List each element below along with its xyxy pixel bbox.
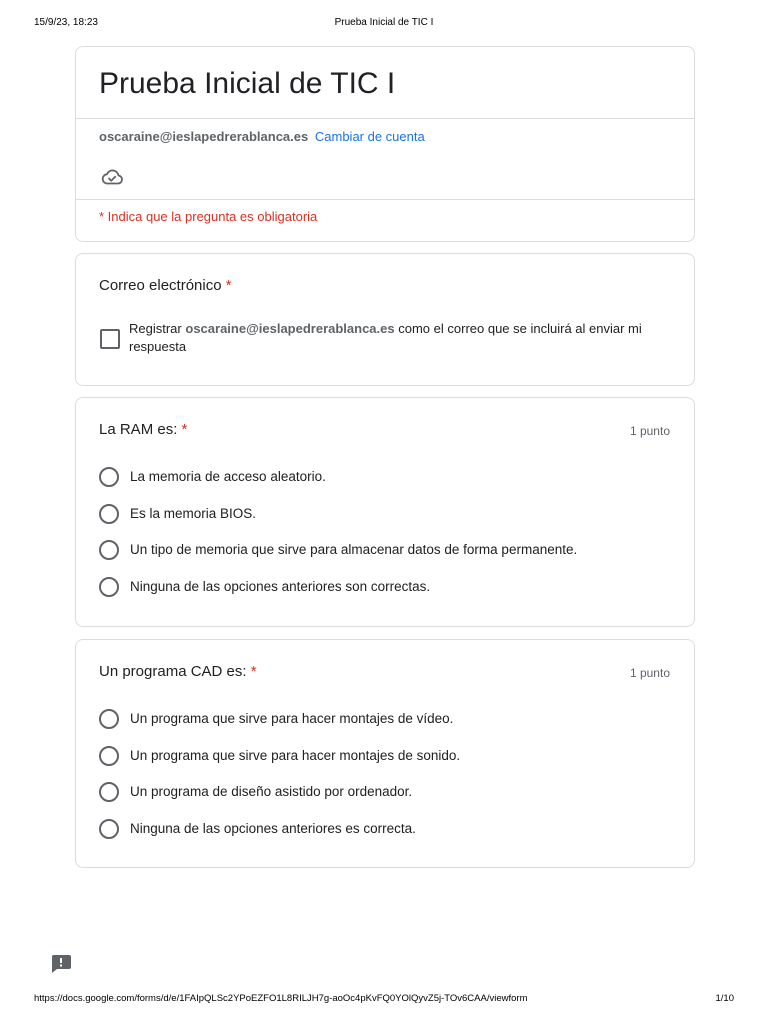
radio-option-label[interactable]: Ninguna de las opciones anteriores es correcta.: [130, 821, 416, 836]
form-header-card: [75, 46, 695, 242]
divider: [76, 118, 694, 119]
question-title-text: Correo electrónico: [99, 277, 222, 294]
question-points: 1 punto: [629, 424, 670, 438]
checkbox-email: oscaraine@ieslapedrerablanca.es: [185, 321, 395, 336]
print-page-number: 1/10: [715, 993, 734, 1004]
email-question-card: [75, 253, 695, 386]
question-title-text: Un programa CAD es:: [99, 663, 247, 680]
radio-button[interactable]: [99, 504, 119, 524]
feedback-icon[interactable]: [50, 954, 72, 974]
cloud-saved-icon: [100, 167, 124, 187]
required-asterisk: *: [225, 277, 232, 294]
required-asterisk: *: [250, 663, 257, 680]
checkbox-suffix: como el correo que se incluirá al enviar mi respuesta: [129, 321, 642, 354]
radio-option-label[interactable]: Un programa de diseño asistido por ordenador.: [130, 784, 413, 799]
print-header: [34, 17, 734, 31]
required-asterisk: *: [181, 421, 188, 438]
radio-option-label[interactable]: Es la memoria BIOS.: [130, 506, 257, 521]
radio-option-label[interactable]: Un tipo de memoria que sirve para almacenar datos de forma permanente.: [130, 542, 578, 557]
print-footer: [34, 993, 734, 1007]
radio-option-label[interactable]: Ninguna de las opciones anteriores son correctas.: [130, 579, 431, 594]
question-title: [99, 663, 257, 680]
switch-account-link[interactable]: Cambiar de cuenta: [314, 129, 425, 144]
radio-button[interactable]: [99, 746, 119, 766]
form-title: Prueba Inicial de TIC I: [99, 67, 396, 100]
radio-option-label[interactable]: La memoria de acceso aleatorio.: [130, 469, 326, 484]
required-note: * Indica que la pregunta es obligatoria: [99, 209, 318, 224]
radio-button[interactable]: [99, 819, 119, 839]
radio-button[interactable]: [99, 540, 119, 560]
radio-button[interactable]: [99, 782, 119, 802]
print-datetime: 15/9/23, 18:23: [34, 17, 98, 28]
question-card-ram: [75, 397, 695, 627]
record-email-checkbox[interactable]: [100, 329, 120, 349]
radio-button[interactable]: [99, 709, 119, 729]
print-url: https://docs.google.com/forms/d/e/1FAIpQLSc2YPoEZFO1L8RILJH7g-aoOc4pKvFQ0YOlQyvZ5j-TOv6CAA/viewform: [34, 993, 528, 1004]
account-email: oscaraine@ieslapedrerablanca.es: [99, 129, 309, 144]
question-title: [99, 421, 187, 438]
print-doc-title: Prueba Inicial de TIC I: [334, 17, 434, 28]
account-row: [99, 129, 425, 144]
checkbox-prefix: Registrar: [129, 321, 182, 336]
question-title-text: La RAM es:: [99, 421, 178, 438]
divider: [76, 199, 694, 200]
radio-option-label[interactable]: Un programa que sirve para hacer montajes de vídeo.: [130, 711, 454, 726]
question-card-cad: [75, 639, 695, 868]
radio-button[interactable]: [99, 467, 119, 487]
record-email-label[interactable]: [129, 320, 674, 356]
question-title: [99, 277, 232, 294]
question-points: 1 punto: [629, 666, 670, 680]
radio-button[interactable]: [99, 577, 119, 597]
radio-option-label[interactable]: Un programa que sirve para hacer montajes de sonido.: [130, 748, 461, 763]
